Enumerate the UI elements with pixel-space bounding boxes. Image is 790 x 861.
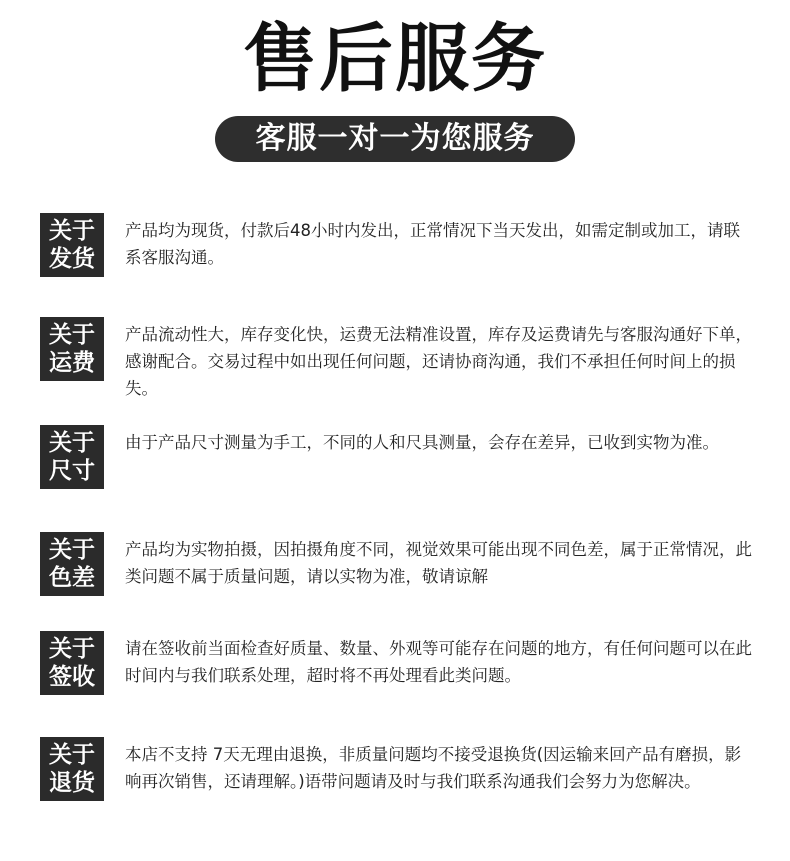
section-label: 关于 退货: [40, 737, 104, 801]
section-label: 关于 尺寸: [40, 425, 104, 489]
section-label: 关于 运费: [40, 317, 104, 381]
section-text: 由于产品尺寸测量为手工，不同的人和尺具测量，会存在差异，已收到实物为准。: [125, 433, 719, 452]
section-label: 关于 发货: [40, 213, 104, 277]
section-text: 产品均为实物拍摄，因拍摄角度不同，视觉效果可能出现不同色差，属于正常情况，此类问题不属于质量问题，请以实物为准，敬请谅解: [125, 540, 752, 586]
section-text: 本店不支持 7天无理由退换，非质量问题均不接受退换货(因运输来回产品有磨损，影响再次销售，还请理解。)语带问题请及时与我们联系沟通我们会努力为您解决。: [125, 745, 742, 791]
page-title: 售后服务: [243, 16, 547, 102]
section-label: 关于 签收: [40, 631, 104, 695]
section-text: 请在签收前当面检查好质量、数量、外观等可能存在问题的地方，有任何问题可以在此时间内与我们联系处理，超时将不再处理看此类问题。: [125, 639, 752, 685]
section-text: 产品流动性大，库存变化快，运费无法精准设置，库存及运费请先与客服沟通好下单，感谢配合。交易过程中如出现任何问题，还请协商沟通，我们不承担任何时间上的损失。: [125, 325, 752, 398]
section-text: 产品均为现货，付款后48小时内发出，正常情况下当天发出，如需定制或加工，请联系客服沟通。: [125, 221, 740, 267]
subtitle-badge: 客服一对一为您服务: [215, 116, 575, 162]
section-label: 关于 色差: [40, 532, 104, 596]
